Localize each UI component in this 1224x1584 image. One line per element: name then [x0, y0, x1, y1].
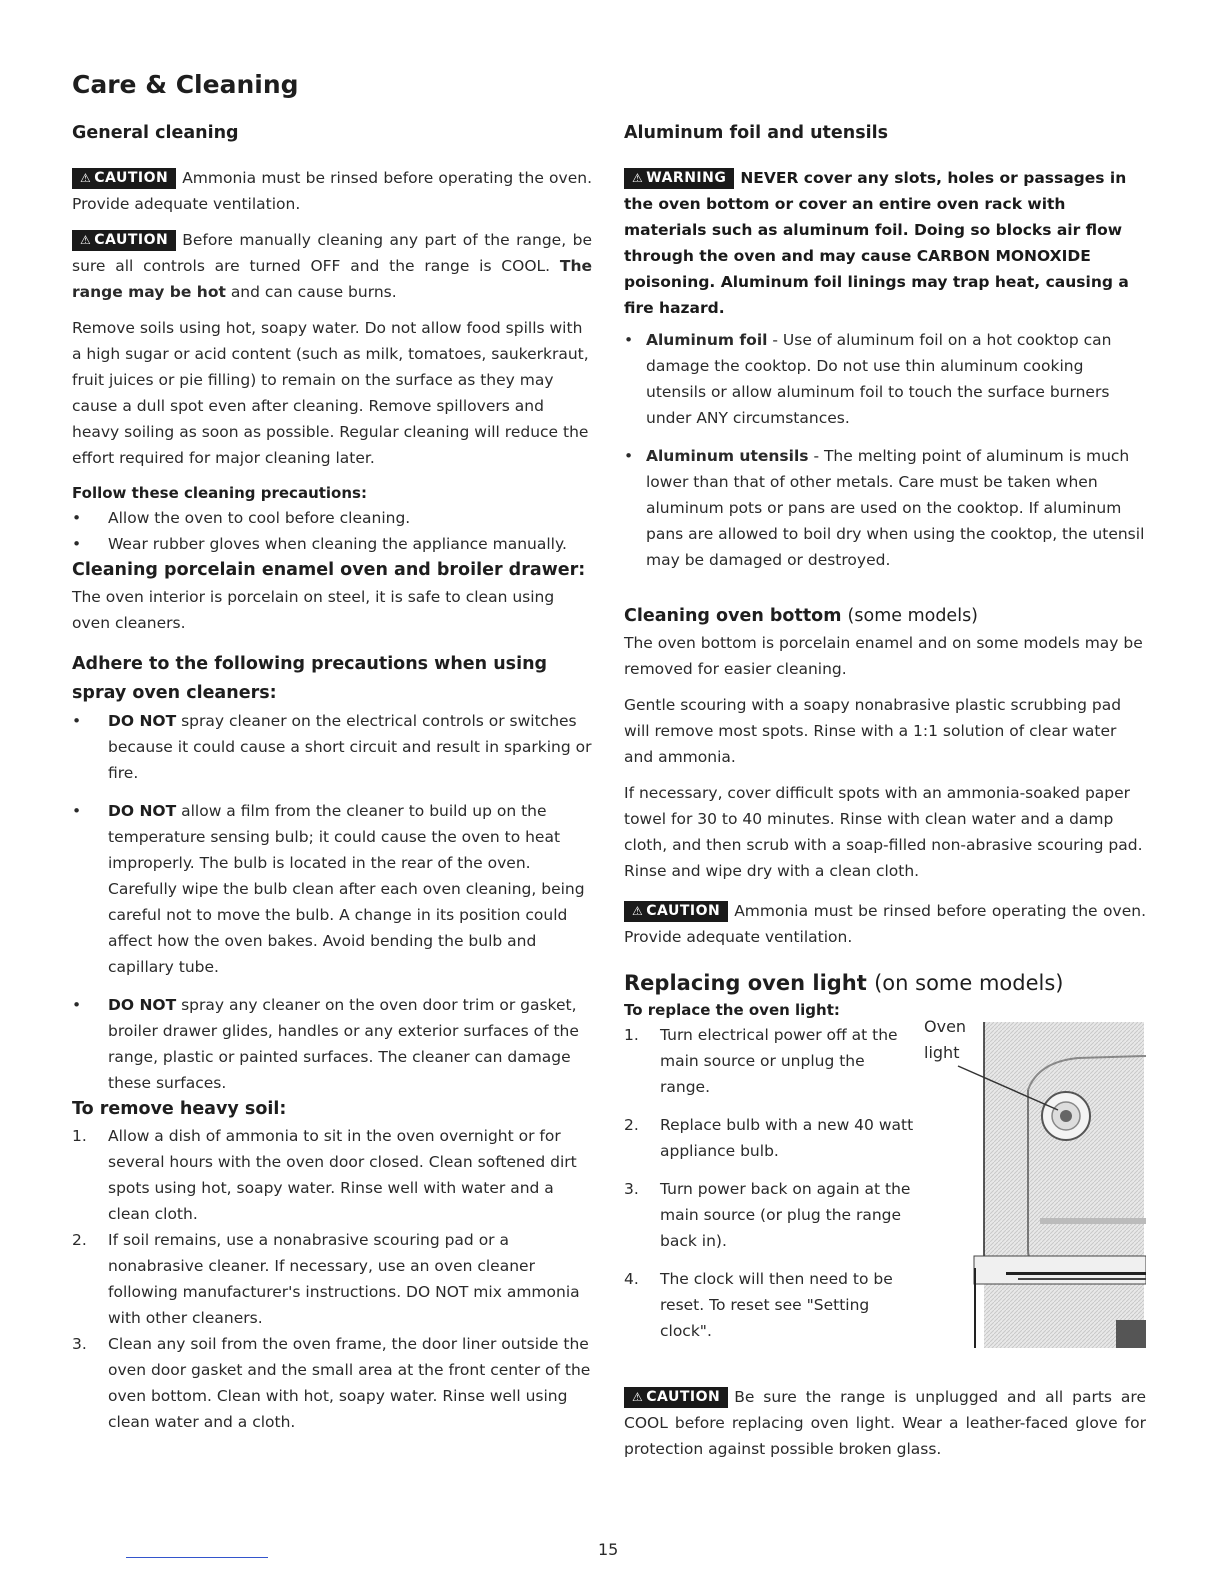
- precautions-list: [72, 505, 592, 557]
- warning-triangle-icon: ⚠: [80, 233, 92, 247]
- oven-light-steps: [624, 1022, 914, 1344]
- spray-precautions-list: [72, 708, 592, 1096]
- list-item: • DO NOT allow a film from the cleaner to build up on the temperature sensing bulb; it could cause the oven to heat improperly. The bulb is located in the rear of the oven. Carefully wipe the bulb clean after each oven cleaning, being careful not to move the bulb. A change in its position could affect how the oven bakes. Avoid bending the bulb and capillary tube.: [72, 802, 585, 976]
- page-title: Care & Cleaning: [72, 70, 299, 99]
- general-cleaning-heading: General cleaning: [72, 123, 239, 143]
- oven-light-illustration: [918, 1010, 1146, 1348]
- heavy-soil-steps: [72, 1123, 592, 1435]
- list-item: 4. The clock will then need to be reset. To reset see "Setting clock".: [624, 1270, 893, 1340]
- precautions-heading: Follow these cleaning precautions:: [72, 484, 367, 502]
- list-item: 3. Clean any soil from the oven frame, the door liner outside the oven door gasket and the small area at the front center of the oven bottom. Clean with hot, soapy water. Rinse well using clean water and a cloth.: [72, 1335, 591, 1431]
- warning-badge: ⚠ WARNING: [624, 168, 734, 189]
- list-item: 1. Turn electrical power off at the main source or unplug the range.: [624, 1026, 898, 1096]
- oven-bottom-heading: Cleaning oven bottom (some models): [624, 606, 979, 626]
- oven-interior: [984, 1022, 1144, 1348]
- warning-triangle-icon: ⚠: [80, 171, 92, 185]
- warning-triangle-icon: ⚠: [632, 171, 644, 185]
- footer-divider: [126, 1557, 268, 1558]
- warning-paragraph: ⚠ WARNING NEVER cover any slots, holes or passages in the oven bottom or cover an entire oven rack with materials such as aluminum foil. Doing so blocks air flow through the oven and may cause CARBON MONOXIDE poisoning. Aluminum foil linings may trap heat, causing a fire hazard.: [624, 169, 1129, 317]
- caution-paragraph-1: ⚠ CAUTION Ammonia must be rinsed before operating the oven. Provide adequate ventilation.: [72, 169, 592, 213]
- list-item: • Aluminum foil - Use of aluminum foil on a hot cooktop can damage the cooktop. Do not use thin aluminum cooking utensils or allow aluminum foil to touch the surface burners under ANY circumstances.: [624, 331, 1112, 427]
- aluminum-foil-heading: Aluminum foil and utensils: [624, 123, 889, 143]
- page-number: 15: [598, 1540, 619, 1559]
- aluminum-list: [624, 327, 1146, 573]
- caution-paragraph-4: ⚠ CAUTION Be sure the range is unplugged and all parts are COOL before replacing oven light. Wear a leather-faced glove for protection against possible broken glass.: [624, 1388, 1146, 1458]
- replace-light-subheading: To replace the oven light:: [624, 1001, 840, 1019]
- left-column: [72, 120, 592, 1435]
- list-item: • DO NOT spray any cleaner on the oven door trim or gasket, broiler drawer glides, handles or any exterior surfaces of the range, plastic or painted surfaces. The cleaner can damage these surfaces.: [72, 996, 579, 1092]
- list-item: • Wear rubber gloves when cleaning the appliance manually.: [72, 535, 567, 553]
- porcelain-heading: Cleaning porcelain enamel oven and broiler drawer:: [72, 560, 586, 580]
- oven-light-label: Oven light: [924, 1017, 967, 1062]
- caution-badge: ⚠ CAUTION: [72, 230, 176, 251]
- caution-badge: ⚠ CAUTION: [624, 901, 728, 922]
- oven-bottom-paragraph-1: The oven bottom is porcelain enamel and on some models may be removed for easier cleaning.: [624, 634, 1143, 678]
- warning-triangle-icon: ⚠: [632, 904, 644, 918]
- caution-paragraph-2: ⚠ CAUTION Before manually cleaning any part of the range, be sure all controls are turned OFF and the range is COOL. The range may be hot and can cause burns.: [72, 231, 592, 301]
- heavy-soil-heading: To remove heavy soil:: [72, 1099, 287, 1119]
- oven-bottom-paragraph-3: If necessary, cover difficult spots with an ammonia-soaked paper towel for 30 to 40 minutes. Rinse with clean water and a damp cloth, and then scrub with a soap-filled non-abrasive scouring pad. Rinse and wipe dry with a clean cloth.: [624, 784, 1143, 880]
- list-item: • DO NOT spray cleaner on the electrical controls or switches because it could cause a short circuit and result in sparking or fire.: [72, 712, 592, 782]
- warning-triangle-icon: ⚠: [632, 1390, 644, 1404]
- list-item: 2. If soil remains, use a nonabrasive scouring pad or a nonabrasive cleaner. If necessary, use an oven cleaner following manufacturer's instructions. DO NOT mix ammonia with other cleaners.: [72, 1231, 580, 1327]
- caution-badge: ⚠ CAUTION: [72, 168, 176, 189]
- oven-light-steps-block: [624, 998, 914, 1344]
- list-item: 1. Allow a dish of ammonia to sit in the oven overnight or for several hours with the oven door closed. Clean softened dirt spots using hot, soapy water. Rinse well with water and a clean cloth.: [72, 1127, 577, 1223]
- remove-soils-paragraph: Remove soils using hot, soapy water. Do not allow food spills with a high sugar or acid content (such as milk, tomatoes, saukerkraut, fruit juices or pie filling) to remain on the surface as they may cause a dull spot even after cleaning. Remove spillovers and heavy soiling as soon as possible. Regular cleaning will reduce the effort required for major cleaning later.: [72, 319, 589, 467]
- porcelain-paragraph: The oven interior is porcelain on steel, it is safe to clean using oven cleaners.: [72, 588, 555, 632]
- oven-light-heading: Replacing oven light (on some models): [624, 971, 1064, 995]
- list-item: 3. Turn power back on again at the main source (or plug the range back in).: [624, 1180, 911, 1250]
- caution-paragraph-3: ⚠ CAUTION Ammonia must be rinsed before operating the oven. Provide adequate ventilation.: [624, 902, 1146, 946]
- list-item: • Allow the oven to cool before cleaning.: [72, 509, 411, 527]
- spray-cleaners-heading: Adhere to the following precautions when using spray oven cleaners:: [72, 654, 548, 703]
- oven-bottom-paragraph-2: Gentle scouring with a soapy nonabrasive plastic scrubbing pad will remove most spots. Rinse with a 1:1 solution of clear water and ammonia.: [624, 696, 1122, 766]
- list-item: 2. Replace bulb with a new 40 watt appliance bulb.: [624, 1116, 914, 1160]
- list-item: • Aluminum utensils - The melting point of aluminum is much lower than that of other metals. Care must be taken when aluminum pots or pans are used on the cooktop. If aluminum pans are allowed to boil dry when using the cooktop, the utensil may be damaged or destroyed.: [624, 447, 1145, 569]
- caution-badge: ⚠ CAUTION: [624, 1387, 728, 1408]
